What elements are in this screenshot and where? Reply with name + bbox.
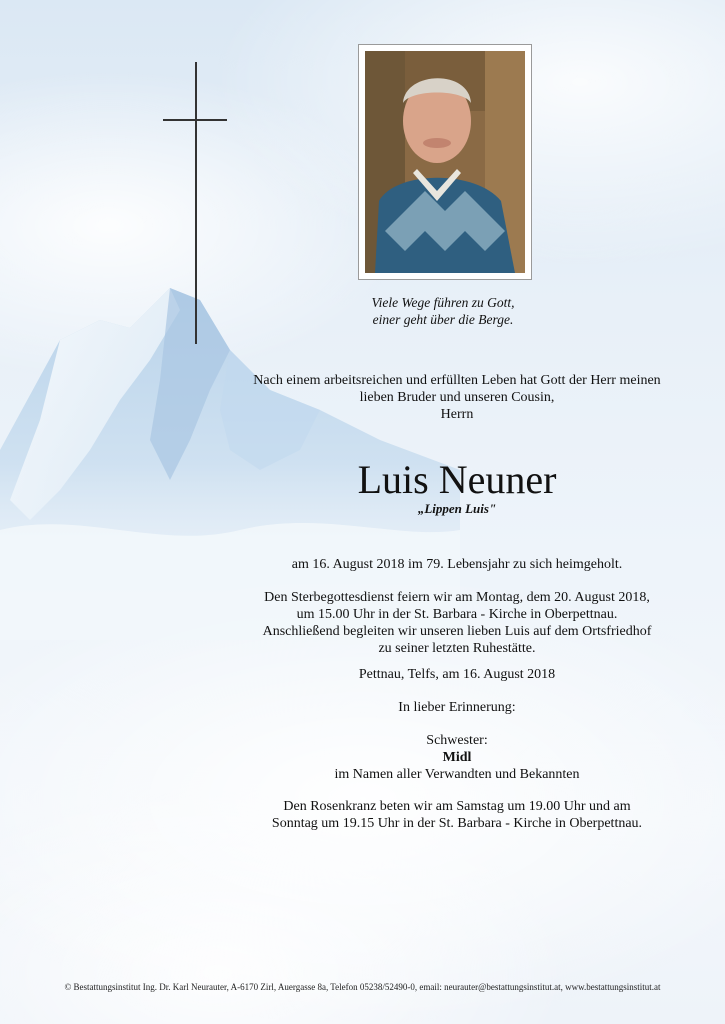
footer-imprint: © Bestattungsinstitut Ing. Dr. Karl Neurauter, A-6170 Zirl, Auergasse 8a, Telefon 05238/52490-0, email: neurauter@bestattungsinstitut.at, www.bestattungsinstitut.at xyxy=(64,982,661,992)
intro-line: lieben Bruder und unseren Cousin, xyxy=(359,390,555,405)
service-line: Anschließend begleiten wir unseren lieben Luis auf dem Ortsfriedhof xyxy=(262,624,652,639)
verse xyxy=(268,294,618,328)
portrait-photo xyxy=(365,51,525,273)
family-role: Schwester: xyxy=(426,733,488,748)
nickname: „Lippen Luis" xyxy=(417,501,497,516)
deceased-name: Luis Neuner xyxy=(357,457,557,502)
verse-line: einer geht über die Berge. xyxy=(372,312,514,327)
verse-line: Viele Wege führen zu Gott, xyxy=(371,295,515,310)
service-text xyxy=(182,589,725,657)
cross-vertical-bar xyxy=(195,62,197,344)
intro-line: Nach einem arbeitsreichen und erfüllten Leben hat Gott der Herr meinen xyxy=(253,373,661,388)
rosary-line: Den Rosenkranz beten wir am Samstag um 19.00 Uhr und am xyxy=(283,799,631,814)
family-others: im Namen aller Verwandten und Bekannten xyxy=(334,767,580,782)
portrait-photo-frame xyxy=(358,44,532,280)
place-date: Pettnau, Telfs, am 16. August 2018 xyxy=(358,667,556,682)
intro-text xyxy=(182,372,725,423)
cross-horizontal-bar xyxy=(163,119,227,121)
family-name: Midl xyxy=(442,750,472,765)
service-line: Den Sterbegottesdienst feiern wir am Montag, dem 20. August 2018, xyxy=(264,590,650,605)
rosary-line: Sonntag um 19.15 Uhr in der St. Barbara - Kirche in Oberpettnau. xyxy=(271,816,643,831)
service-line: um 15.00 Uhr in der St. Barbara - Kirche in Oberpettnau. xyxy=(296,607,618,622)
service-line: zu seiner letzten Ruhestätte. xyxy=(378,641,536,656)
passing-text: am 16. August 2018 im 79. Lebensjahr zu sich heimgeholt. xyxy=(291,557,623,572)
family-section xyxy=(182,732,725,783)
rosary-text xyxy=(182,798,725,832)
intro-line: Herrn xyxy=(440,407,474,422)
remembrance-heading: In lieber Erinnerung: xyxy=(398,700,516,715)
